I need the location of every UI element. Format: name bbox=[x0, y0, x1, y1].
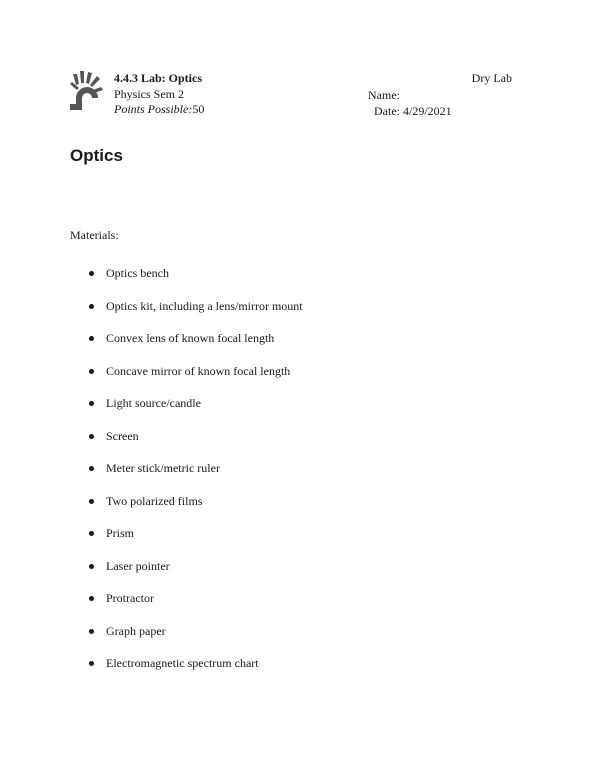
list-item-text: Laser pointer bbox=[106, 558, 170, 573]
bullet-icon bbox=[89, 466, 94, 471]
list-item-text: Electromagnetic spectrum chart bbox=[106, 656, 259, 670]
points-possible bbox=[114, 102, 204, 118]
materials-label: Materials: bbox=[70, 228, 119, 242]
document-title: Optics bbox=[70, 146, 123, 165]
date-field bbox=[374, 104, 452, 120]
school-logo-icon bbox=[70, 70, 104, 112]
list-item-text: Prism bbox=[106, 526, 135, 540]
name-field bbox=[368, 88, 400, 104]
bullet-icon bbox=[89, 661, 94, 666]
date-value: 4/29/2021 bbox=[403, 104, 452, 118]
points-value: 50 bbox=[192, 102, 205, 116]
list-item-text: Optics kit, including a lens/mirror mount bbox=[106, 298, 303, 313]
list-item-text: Graph paper bbox=[106, 623, 166, 638]
list-item-text: Meter stick/metric ruler bbox=[106, 461, 220, 475]
bullet-icon bbox=[89, 336, 94, 341]
bullet-icon bbox=[89, 434, 94, 439]
course-name: Physics Sem 2 bbox=[114, 86, 185, 101]
bullet-icon bbox=[89, 596, 94, 601]
list-item-text: Optics bench bbox=[106, 266, 169, 280]
bullet-icon bbox=[89, 499, 94, 504]
lab-type: Dry Lab bbox=[471, 71, 512, 85]
bullet-icon bbox=[89, 629, 94, 634]
bullet-icon bbox=[89, 401, 94, 406]
bullet-icon bbox=[89, 304, 94, 309]
bullet-icon bbox=[89, 564, 94, 569]
list-item-text: Protractor bbox=[106, 591, 154, 605]
lab-title: 4.4.3 Lab: Optics bbox=[114, 71, 203, 85]
name-label: Name: bbox=[368, 88, 400, 102]
list-item-text: Concave mirror of known focal length bbox=[106, 363, 291, 378]
list-item-text: Screen bbox=[106, 428, 139, 443]
date-label: Date: bbox=[374, 104, 400, 118]
bullet-icon bbox=[89, 271, 94, 276]
bullet-icon bbox=[89, 531, 94, 536]
list-item-text: Two polarized films bbox=[106, 493, 203, 508]
points-label: Points Possible: bbox=[114, 102, 193, 116]
list-item-text: Convex lens of known focal length bbox=[106, 331, 275, 345]
bullet-icon bbox=[89, 369, 94, 374]
lab-header-info bbox=[114, 71, 204, 118]
list-item-text: Light source/candle bbox=[106, 396, 201, 410]
